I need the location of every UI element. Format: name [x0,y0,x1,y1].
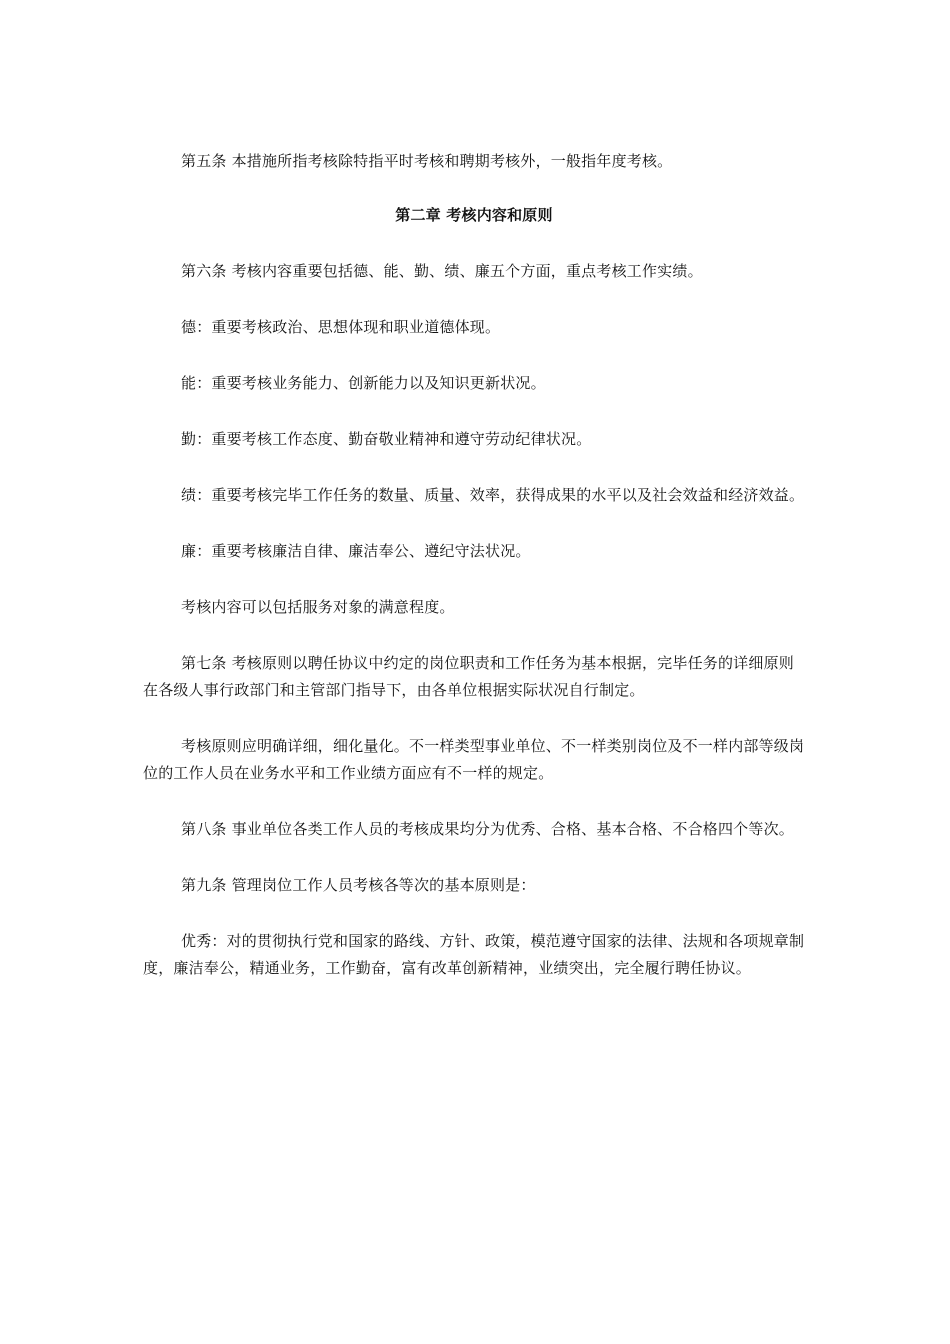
document-body [143,148,805,982]
article-6-paragraph: 第六条 考核内容重要包括德、能、勤、绩、廉五个方面，重点考核工作实绩。 [181,262,703,280]
qin-paragraph: 勤：重要考核工作态度、勤奋敬业精神和遵守劳动纪律状况。 [181,430,592,448]
neng-paragraph: 能：重要考核业务能力、创新能力以及知识更新状况。 [181,374,546,392]
chapter-2-heading: 第二章 考核内容和原则 [395,206,553,224]
article-7-detail-paragraph: 考核原则应明确详细，细化量化。不一样类型事业单位、不一样类别岗位及不一样内部等级岗位的工作人员在业务水平和工作业绩方面应有不一样的规定。 [143,737,805,782]
article-8-paragraph: 第八条 事业单位各类工作人员的考核成果均分为优秀、合格、基本合格、不合格四个等次。 [181,820,794,838]
article-7-paragraph: 第七条 考核原则以聘任协议中约定的岗位职责和工作任务为基本根据，完毕任务的详细原则在各级人事行政部门和主管部门指导下，由各单位根据实际状况自行制定。 [143,654,794,699]
satisfaction-paragraph: 考核内容可以包括服务对象的满意程度。 [181,598,455,616]
ji-paragraph: 绩：重要考核完毕工作任务的数量、质量、效率，获得成果的水平以及社会效益和经济效益。 [181,486,805,504]
de-paragraph: 德：重要考核政治、思想体现和职业道德体现。 [181,318,501,336]
article-5-paragraph: 第五条 本措施所指考核除特指平时考核和聘期考核外，一般指年度考核。 [181,152,673,170]
excellent-paragraph: 优秀：对的贯彻执行党和国家的路线、方针、政策，模范遵守国家的法律、法规和各项规章制度，廉洁奉公，精通业务，工作勤奋，富有改革创新精神，业绩突出，完全履行聘任协议。 [143,932,805,977]
lian-paragraph: 廉：重要考核廉洁自律、廉洁奉公、遵纪守法状况。 [181,542,531,560]
article-9-paragraph: 第九条 管理岗位工作人员考核各等次的基本原则是： [181,876,536,894]
